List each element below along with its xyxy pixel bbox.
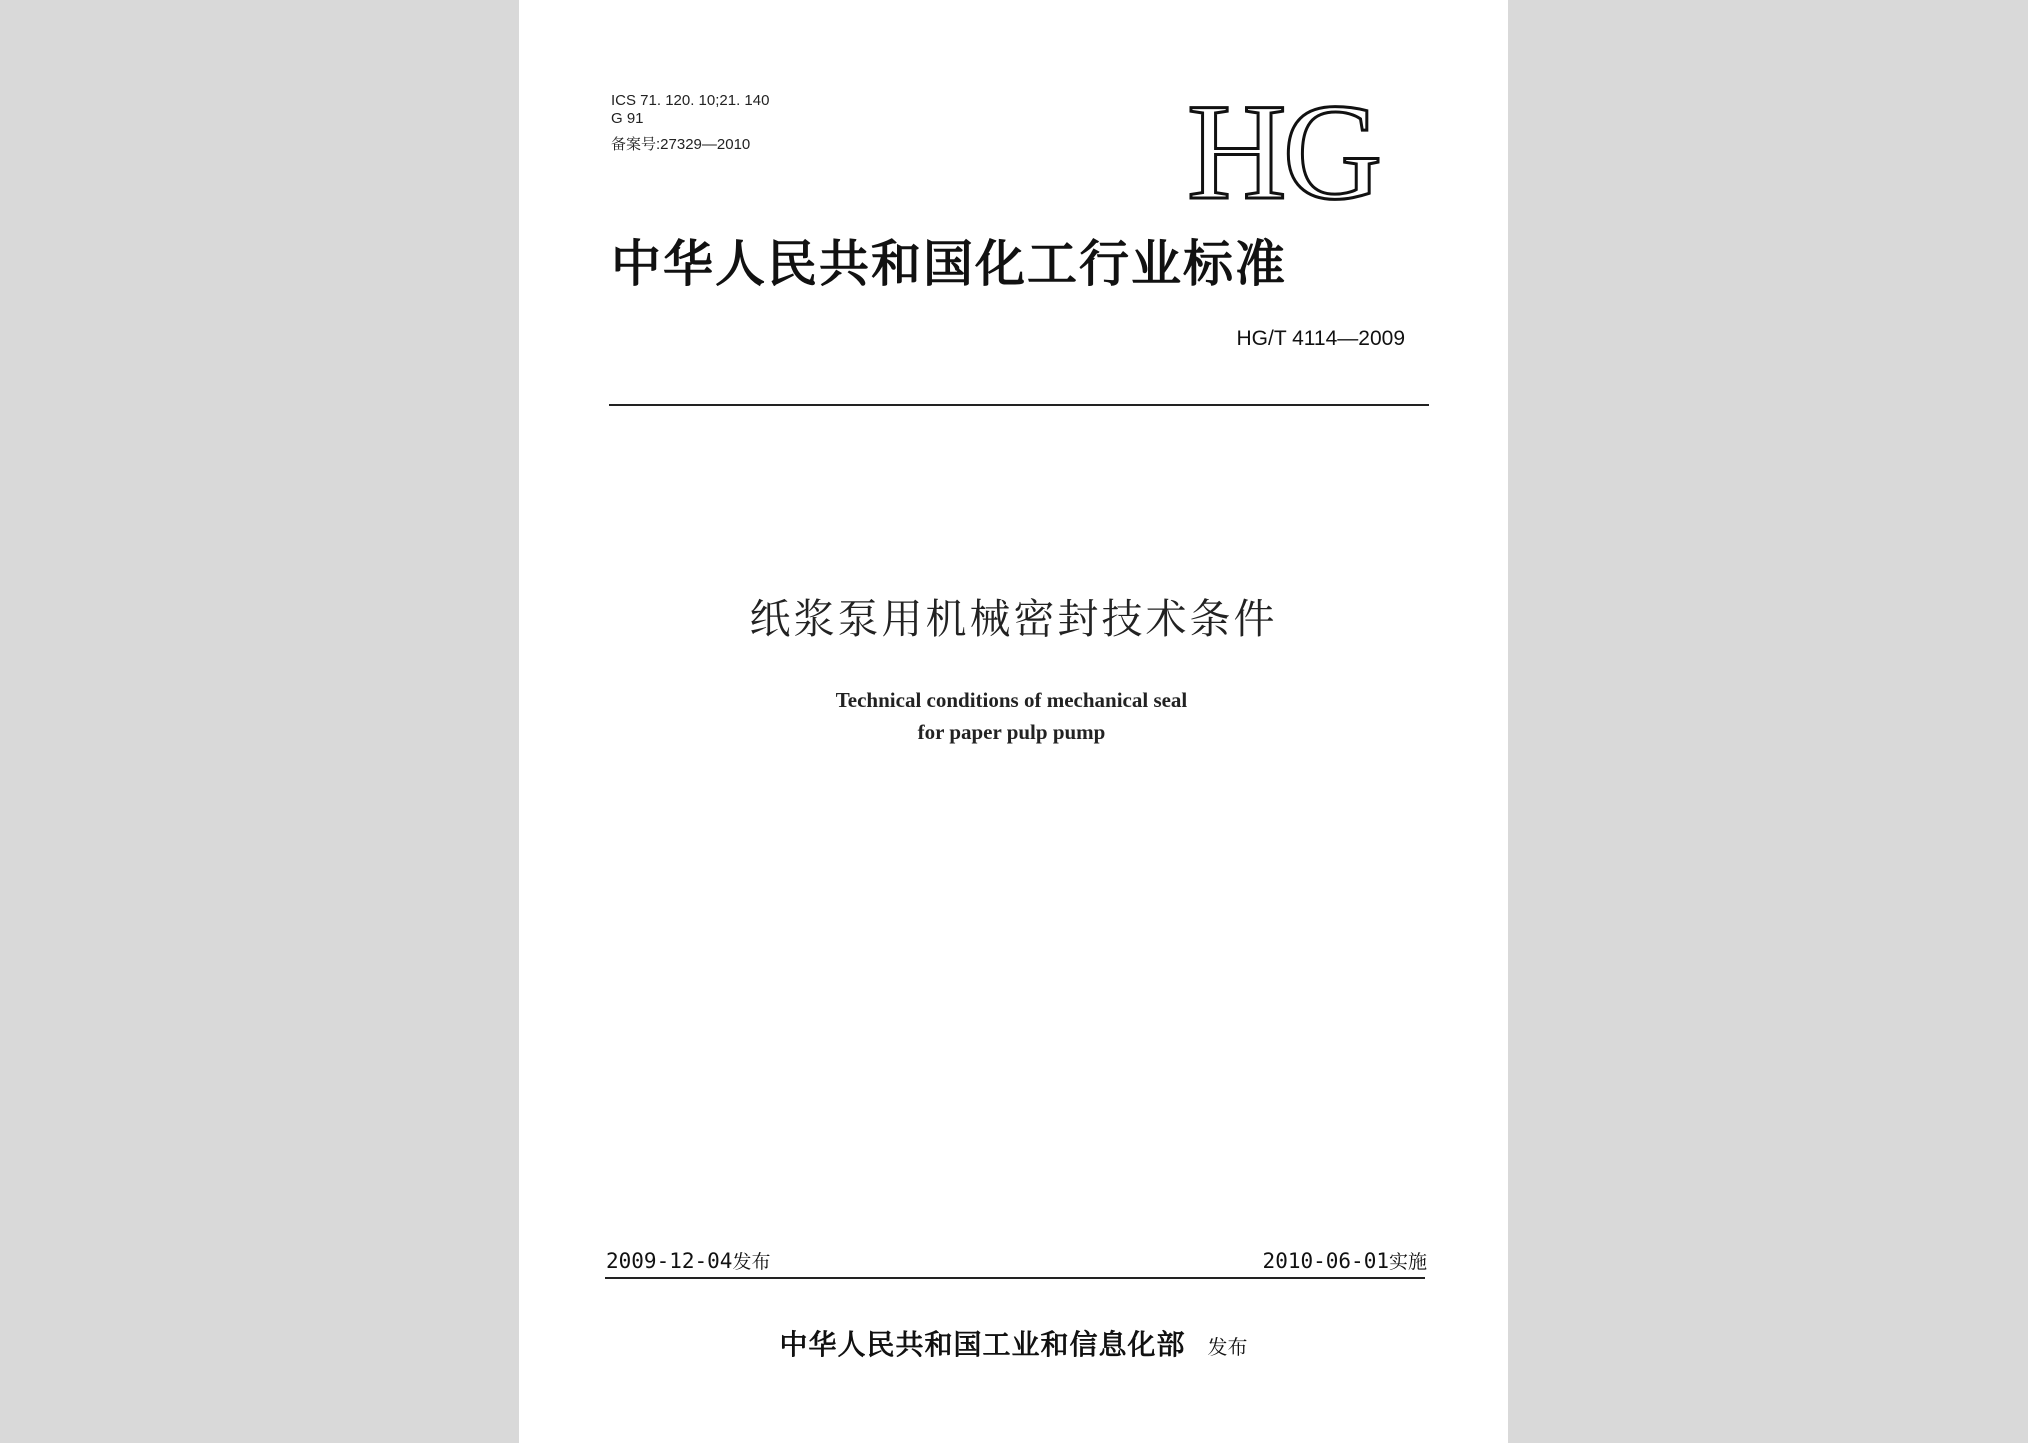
implementation-date-label: 实施 bbox=[1388, 1251, 1427, 1273]
org-title: 中华人民共和国化工行业标准 bbox=[611, 234, 1287, 293]
document-page bbox=[519, 0, 1508, 1443]
top-divider bbox=[609, 404, 1429, 406]
title-english-line2: for paper pulp pump bbox=[917, 720, 1106, 744]
bottom-divider bbox=[605, 1277, 1425, 1279]
issue-date-label: 发布 bbox=[732, 1251, 771, 1273]
implementation-date-value: 2010-06-01 bbox=[1262, 1249, 1389, 1273]
implementation-date bbox=[1263, 1247, 1427, 1274]
publisher bbox=[519, 1323, 1508, 1363]
standard-number: HG/T 4114—2009 bbox=[1236, 327, 1405, 350]
publisher-name: 中华人民共和国工业和信息化部 bbox=[779, 1328, 1186, 1361]
issue-date bbox=[606, 1247, 770, 1274]
publisher-label: 发布 bbox=[1207, 1335, 1248, 1359]
hg-logo: HG bbox=[1187, 75, 1379, 228]
title-chinese: 纸浆泵用机械密封技术条件 bbox=[749, 595, 1278, 643]
record-number: 备案号:27329—2010 bbox=[611, 136, 751, 153]
issue-date-value: 2009-12-04 bbox=[606, 1249, 733, 1273]
ics-code: ICS 71. 120. 10;21. 140 bbox=[611, 92, 770, 109]
title-english bbox=[519, 684, 1504, 748]
ccs-code: G 91 bbox=[611, 110, 644, 127]
title-english-line1: Technical conditions of mechanical seal bbox=[835, 688, 1188, 712]
